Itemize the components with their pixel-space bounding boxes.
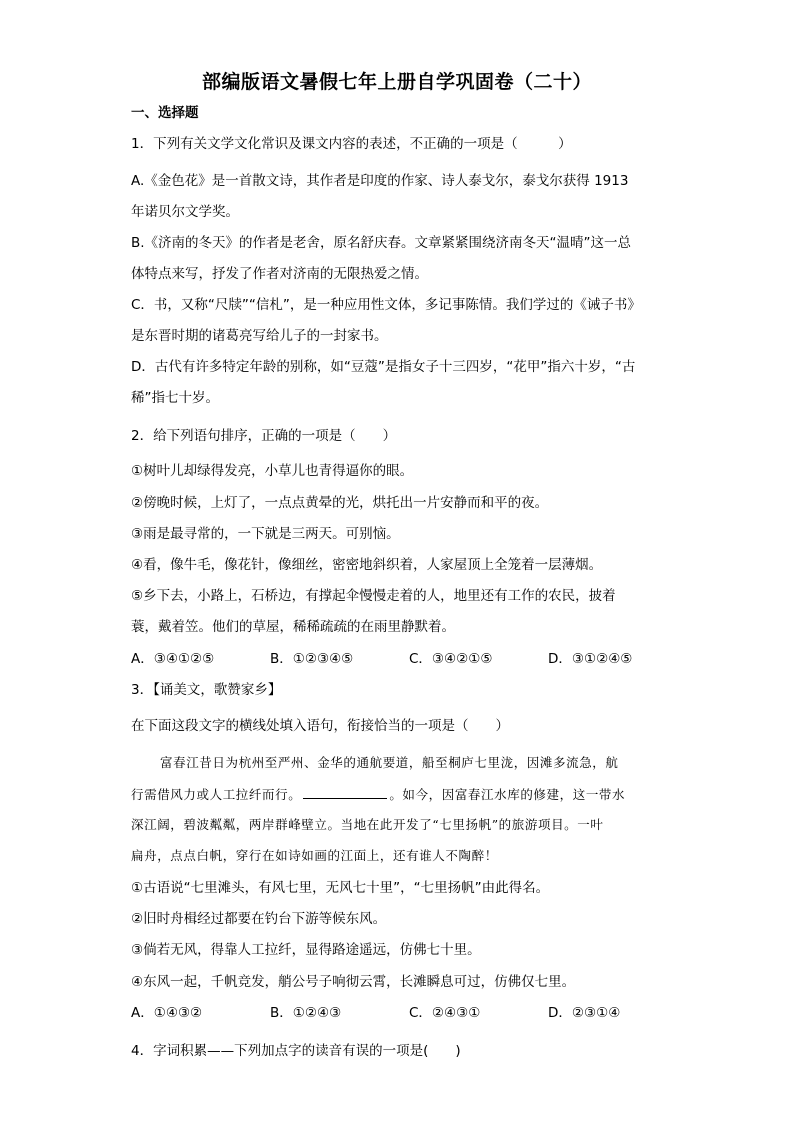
question-2-sentence-2: ②傍晚时候，上灯了，一点点黄晕的光，烘托出一片安静而和平的夜。 xyxy=(131,495,549,511)
question-2-sentence-1: ①树叶儿却绿得发亮，小草儿也青得逼你的眼。 xyxy=(131,463,414,479)
question-1-option-d: D．古代有许多特定年龄的别称，如“豆蔻”是指女子十三四岁，“花甲”指六十岁，“古 xyxy=(131,359,636,375)
passage-line-2-end: 。如今，因富春江水库的修建，这一带水 xyxy=(389,787,626,802)
page-title: 部编版语文暑假七年上册自学巩固卷（二十） xyxy=(201,71,592,93)
question-1-option-b: B.《济南的冬天》的作者是老舍，原名舒庆春。文章紧紧围绕济南冬天“温晴”这一总 xyxy=(131,235,632,251)
passage-line-1: 富春江昔日为杭州至严州、金华的通航要道，船至桐庐七里泷，因滩多流急，航 xyxy=(160,755,619,770)
question-1-option-c-cont: 是东晋时期的诸葛亮写给儿子的一封家书。 xyxy=(131,328,388,344)
question-3-sentence-2: ②旧时舟楫经过都要在钓台下游等候东风。 xyxy=(131,911,387,927)
question-3-option-d[interactable]: D．②③①④ xyxy=(548,1005,621,1021)
question-2-option-c[interactable]: C．③④②①⑤ xyxy=(409,651,493,667)
question-3-heading: 3．【诵美文，歌赞家乡】 xyxy=(131,682,282,698)
question-1-option-a: A.《金色花》是一首散文诗，其作者是印度的作家、诗人泰戈尔，泰戈尔获得 1913 xyxy=(131,173,629,189)
question-2-option-a[interactable]: A．③④①②⑤ xyxy=(131,651,215,667)
question-3-option-a[interactable]: A．①④③② xyxy=(131,1005,203,1021)
question-2-option-b[interactable]: B．①②③④⑤ xyxy=(270,651,354,667)
question-2-option-d[interactable]: D．③①②④⑤ xyxy=(548,651,633,667)
question-1-stem: 1．下列有关文学文化常识及课文内容的表述，不正确的一项是（ ） xyxy=(131,136,572,152)
question-2-stem: 2．给下列语句排序，正确的一项是（ ） xyxy=(131,428,397,444)
question-4-stem: 4．字词积累——下列加点字的读音有误的一项是( ) xyxy=(131,1043,461,1059)
question-2-sentence-5: ⑤乡下去，小路上，石桥边，有撑起伞慢慢走着的人，地里还有工作的农民，披着 xyxy=(131,588,616,604)
question-3-sentence-1: ①古语说“七里滩头，有风七里，无风七十里”，“七里扬帆”由此得名。 xyxy=(131,880,550,896)
passage-line-2 xyxy=(131,785,625,804)
question-1-option-b-cont: 体特点来写，抒发了作者对济南的无限热爱之情。 xyxy=(131,266,428,282)
fill-in-blank[interactable] xyxy=(303,785,387,799)
passage-line-3: 深江阔，碧波粼粼，两岸群峰壁立。当地在此开发了“七里扬帆”的旅游项目。一叶 xyxy=(131,817,604,832)
question-1-option-a-cont: 年诺贝尔文学奖。 xyxy=(131,204,239,220)
question-1-option-c: C．书，又称“尺牍”“信札”，是一种应用性文体，多记事陈情。我们学过的《诫子书》 xyxy=(131,297,641,313)
question-3-stem: 在下面这段文字的横线处填入语句，衔接恰当的一项是（ ） xyxy=(131,718,509,734)
question-3-sentence-4: ④东风一起，千帆竞发，艄公号子响彻云霄，长滩瞬息可过，仿佛仅七里。 xyxy=(131,974,576,990)
question-2-sentence-5-cont: 蓑，戴着笠。他们的草屋，稀稀疏疏的在雨里静默着。 xyxy=(131,619,455,635)
question-2-sentence-3: ③雨是最寻常的，一下就是三两天。可别恼。 xyxy=(131,526,400,542)
question-3-option-b[interactable]: B．①②④③ xyxy=(270,1005,342,1021)
passage-line-4: 扁舟，点点白帆，穿行在如诗如画的江面上，还有谁人不陶醉！ xyxy=(131,848,498,863)
question-3-option-c[interactable]: C．②④③① xyxy=(409,1005,481,1021)
question-2-sentence-4: ④看，像牛毛，像花针，像细丝，密密地斜织着，人家屋顶上全笼着一层薄烟。 xyxy=(131,557,603,573)
passage-line-2-start: 行需借风力或人工拉纤而行。 xyxy=(131,787,302,802)
question-1-option-d-cont: 稀”指七十岁。 xyxy=(131,390,219,406)
question-3-sentence-3: ③倘若无风，得靠人工拉纤，显得路途遥远，仿佛七十里。 xyxy=(131,942,481,958)
section-heading: 一、选择题 xyxy=(131,105,199,121)
